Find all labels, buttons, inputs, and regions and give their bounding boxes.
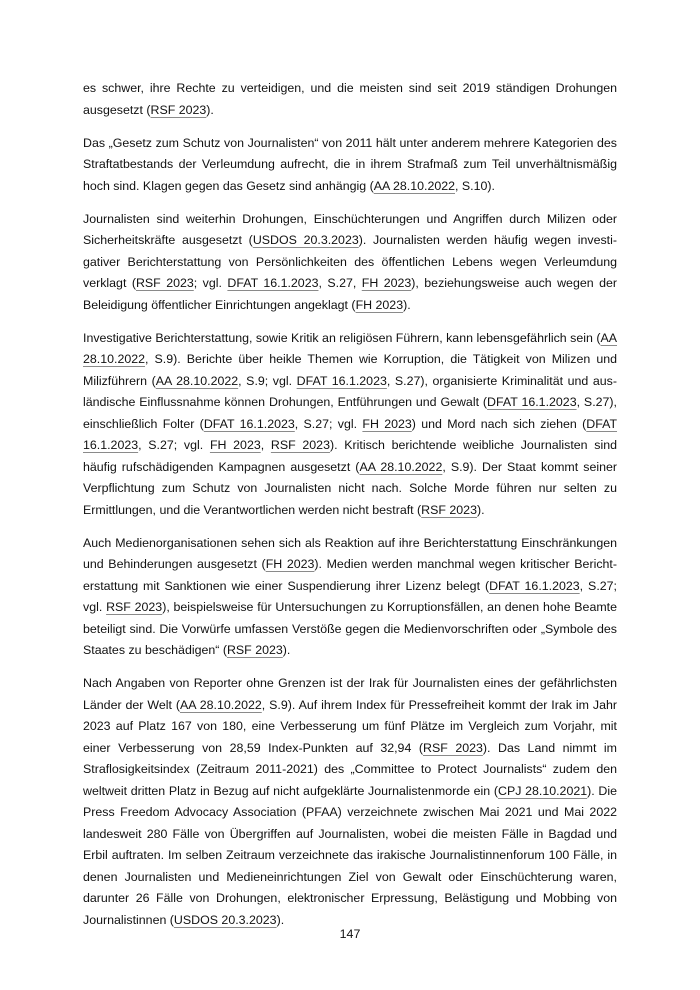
citation-link[interactable]: DFAT 16.1.2023 (296, 373, 387, 388)
paragraph-text: Nach Angaben von Reporter ohne Grenzen ist der Irak für Journalisten eines der gefährlichsten Länder der Welt ( (83, 676, 617, 712)
paragraph-text: ). (282, 643, 291, 657)
citation-link[interactable]: DFAT 16.1.2023 (83, 416, 618, 452)
paragraph-text: ), beispielsweise für Untersuchungen zu Korruptionsfällen, an denen hohe Beamte beteiligt sind. Die Vorwürfe umfassen Verstöße gegen die Medienvorschriften oder „Symbole des Staates zu beschädigen“ ( (83, 600, 617, 657)
paragraph-text: ). Kritisch berichtende weibliche Journalisten sind häufig rufschädigenden Kampagnen ausgesetzt ( (83, 438, 617, 474)
body-text (83, 78, 617, 931)
paragraph-text: ). (403, 297, 411, 312)
citation-link[interactable]: DFAT 16.1.2023 (487, 395, 577, 409)
paragraph-text: , S.27; vgl. (138, 438, 210, 452)
citation-link[interactable]: RSF 2023 (226, 643, 283, 657)
paragraph-text: , S.27; vgl. (294, 416, 363, 431)
paragraph-text: Journalisten sind weiterhin Drohungen, Einschüchterungen und Angriffen durch Milizen oder Sicherheitskräfte ausgesetzt ( (83, 211, 617, 247)
citation-link[interactable]: RSF 2023 (421, 502, 477, 517)
paragraph (83, 328, 617, 522)
citation-link[interactable]: FH 2023 (265, 557, 315, 571)
paragraph-text: , S.27, (318, 276, 362, 290)
paragraph-text: , S.10). (455, 178, 495, 193)
paragraph-text: Investigative Berichterstattung, sowie Kritik an religiösen Führern, kann lebensgefährlich sein ( (83, 330, 601, 345)
paragraph-text: ; vgl. (193, 276, 228, 290)
paragraph (83, 78, 617, 121)
citation-link[interactable]: DFAT 16.1.2023 (203, 416, 295, 431)
citation-link[interactable]: AA 28.10.2022 (373, 178, 456, 193)
paragraph-text: , S.27), organisierte Kriminalität und ausländische Einflussnahme können Drohungen, Entführungen und Gewalt ( (83, 373, 618, 409)
citation-link[interactable]: CPJ 28.10.2021 (498, 783, 588, 798)
paragraph (83, 673, 617, 931)
paragraph-text: es schwer, ihre Rechte zu verteidigen, und die meisten sind seit 2019 ständigen Drohungen ausgesetzt ( (83, 81, 617, 117)
paragraph (83, 533, 617, 662)
citation-link[interactable]: DFAT 16.1.2023 (489, 578, 580, 593)
citation-link[interactable]: RSF 2023 (106, 600, 163, 614)
citation-link[interactable]: USDOS 20.3.2023 (173, 912, 277, 927)
paragraph-text: ). Das Land nimmt im Straflosigkeitsindex (Zeitraum 2011-2021) des „Committee to Protect Journalists“ zudem den weltweit dritten Platz in Bezug auf nicht aufgeklärte Journalistenmorde ein ( (83, 740, 617, 798)
page-number: 147 (339, 927, 361, 941)
paragraph (83, 133, 617, 198)
paragraph-text: , S.27; vgl. (83, 578, 617, 614)
paragraph (83, 209, 617, 317)
citation-link[interactable]: FH 2023 (362, 416, 412, 431)
document-page (83, 78, 617, 943)
citation-link[interactable]: RSF 2023 (150, 102, 207, 117)
paragraph-text: ). Journalisten werden häufig wegen investigativer Berichterstattung von Persönlichkeiten des öffentlichen Lebens wegen Verleumdung verklagt ( (83, 233, 617, 290)
paragraph-text: ). (276, 912, 285, 927)
citation-link[interactable]: USDOS 20.3.2023 (252, 233, 359, 247)
paragraph-text: ). (476, 502, 485, 517)
citation-link[interactable]: FH 2023 (209, 438, 261, 452)
citation-link[interactable]: RSF 2023 (270, 438, 330, 452)
citation-link[interactable]: AA 28.10.2022 (359, 459, 443, 474)
citation-link[interactable]: RSF 2023 (135, 276, 194, 290)
paragraph-text: Auch Medienorganisationen sehen sich als Reaktion auf ihre Berichterstattung Einschränkungen und Behinderungen ausgesetzt ( (83, 535, 617, 571)
paragraph-text: , (260, 438, 271, 452)
paragraph-text: , S.9; vgl. (238, 373, 297, 388)
paragraph-text: , S.27), einschließlich Folter ( (83, 395, 617, 431)
paragraph-text: Das „Gesetz zum Schutz von Journalisten“ von 2011 hält unter anderem mehrere Kategorien des Straftatbestands der Verleumdung aufrecht, die in ihrem Strafmaß zum Teil unverhältnismäßig hoch sind. Klagen gegen das Gesetz sind anhängig ( (83, 135, 617, 193)
paragraph-text: ). Die Press Freedom Advocacy Association (PFAA) verzeichnete zwischen Mai 2021 und Mai 2022 landesweit 280 Fälle von Übergriffen auf Journalisten, wobei die meisten Fälle in Bagdad und Erbil auftraten. Im selben Zeitraum verzeichnete das irakische Journalistinnenforum 100 Fälle, in denen Journalisten und Medieneinrichtungen Ziel von Gewalt oder Einschüchterung waren, darunter 26 Fälle von Drohungen, elektronischer Erpressung, Belästigung und Mobbing von Journalistinnen ( (83, 783, 617, 927)
citation-link[interactable]: AA 28.10.2022 (179, 697, 262, 712)
paragraph-text: , S.9). Der Staat kommt seiner Verpflichtung zum Schutz von Journalisten nicht nach. Solche Morde führen nur selten zu Ermittlungen, und die Verantwortlichen werden nicht bestraft ( (83, 459, 617, 517)
paragraph-text: , S.9). Berichte über heikle Themen wie Korruption, die Tätigkeit von Milizen und Milizführern ( (83, 352, 617, 388)
citation-link[interactable]: RSF 2023 (423, 740, 483, 755)
citation-link[interactable]: AA 28.10.2022 (155, 373, 239, 388)
citation-link[interactable]: DFAT 16.1.2023 (227, 276, 319, 290)
paragraph-text: , S.9). Auf ihrem Index für Pressefreiheit kommt der Irak im Jahr 2023 auf Platz 167 von 180, eine Verbesserung um fünf Plätze im Vergleich zum Vorjahr, mit einer Verbesserung von 28,59 Index-Punkten auf 32,94 ( (83, 697, 617, 755)
paragraph-text: ). (206, 102, 214, 117)
paragraph-text: ). Medien werden manchmal wegen kritischer Berichterstattung mit Sanktionen wie einer Suspendierung ihrer Lizenz belegt ( (83, 557, 617, 593)
paragraph-text: ), beziehungsweise auch wegen der Beleidigung öffentlicher Einrichtungen angeklagt ( (83, 276, 617, 312)
citation-link[interactable]: FH 2023 (361, 276, 412, 290)
citation-link[interactable]: FH 2023 (355, 297, 404, 312)
paragraph-text: ) und Mord nach sich ziehen ( (411, 416, 587, 431)
citation-link[interactable]: AA 28.10.2022 (83, 330, 617, 366)
